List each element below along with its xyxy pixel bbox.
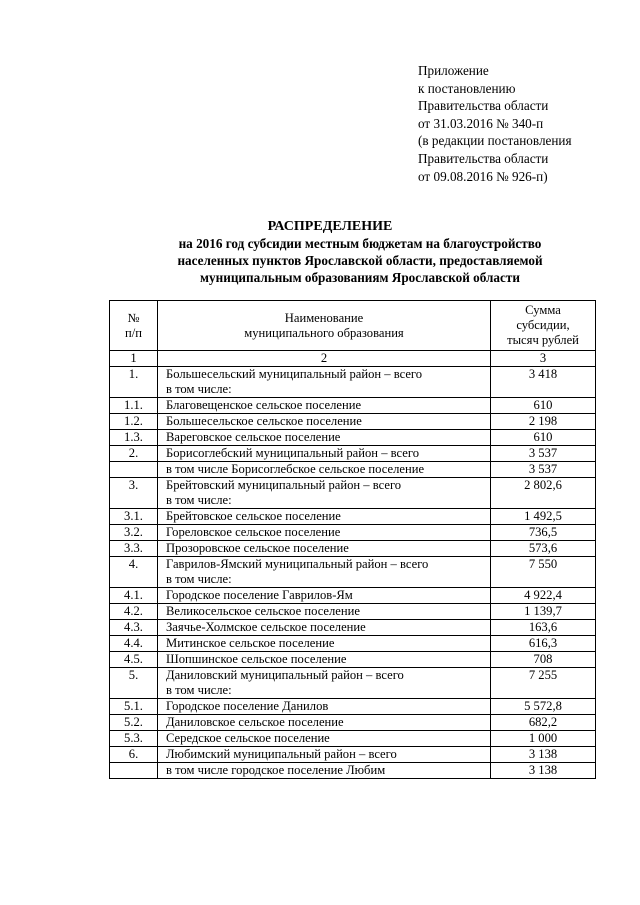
row-name-line: Середское сельское поселение [166, 731, 330, 745]
row-sum: 736,5 [491, 525, 596, 541]
row-name-line: Борисоглебский муниципальный район – всего [166, 446, 419, 460]
row-number: 5.3. [110, 731, 158, 747]
row-name [158, 731, 491, 747]
row-number: 2. [110, 446, 158, 462]
row-sum: 3 537 [491, 446, 596, 462]
table-row [110, 430, 596, 446]
row-number: 4.5. [110, 652, 158, 668]
table-row [110, 367, 596, 398]
subtitle-line: населенных пунктов Ярославской области, предоставляемой [177, 253, 543, 268]
table-row [110, 509, 596, 525]
row-name-line: Городское поселение Гаврилов-Ям [166, 588, 353, 602]
row-sum: 1 000 [491, 731, 596, 747]
row-sum: 1 492,5 [491, 509, 596, 525]
table-row [110, 541, 596, 557]
row-sum: 682,2 [491, 715, 596, 731]
row-sum: 4 922,4 [491, 588, 596, 604]
row-name [158, 478, 491, 509]
row-name [158, 525, 491, 541]
row-number: 3. [110, 478, 158, 509]
table-row [110, 652, 596, 668]
table-row [110, 668, 596, 699]
row-name [158, 588, 491, 604]
row-name-line: Большесельское сельское поселение [166, 414, 362, 428]
row-number: 1.1. [110, 398, 158, 414]
row-number: 6. [110, 747, 158, 763]
table-row [110, 398, 596, 414]
row-number [110, 763, 158, 779]
row-name-line: Даниловский муниципальный район – всего [166, 668, 404, 682]
table-row [110, 525, 596, 541]
row-sum: 3 138 [491, 763, 596, 779]
header-sum-line: Сумма [525, 303, 561, 317]
appendix-line: к постановлению [418, 80, 516, 96]
row-number: 4.2. [110, 604, 158, 620]
row-sum: 2 198 [491, 414, 596, 430]
row-sum: 3 418 [491, 367, 596, 398]
row-name [158, 699, 491, 715]
table-row [110, 446, 596, 462]
row-name-line: Митинское сельское поселение [166, 636, 335, 650]
row-name-line: Большесельский муниципальный район – всего [166, 367, 423, 381]
row-sum: 610 [491, 398, 596, 414]
table-row [110, 620, 596, 636]
row-name-line: Любимский муниципальный район – всего [166, 747, 397, 761]
header-name [158, 301, 491, 351]
row-number: 4.4. [110, 636, 158, 652]
row-name-line: Даниловское сельское поселение [166, 715, 344, 729]
row-name-line: в том числе: [166, 683, 232, 697]
table-row [110, 478, 596, 509]
row-name-line: Благовещенское сельское поселение [166, 398, 362, 412]
index-cell: 1 [110, 351, 158, 367]
row-number: 4.3. [110, 620, 158, 636]
row-sum: 616,3 [491, 636, 596, 652]
row-name [158, 541, 491, 557]
row-sum: 708 [491, 652, 596, 668]
row-name [158, 398, 491, 414]
row-name [158, 430, 491, 446]
row-number: 3.2. [110, 525, 158, 541]
row-name-line: Гаврилов-Ямский муниципальный район – всего [166, 557, 429, 571]
row-name [158, 652, 491, 668]
row-name [158, 715, 491, 731]
table-row [110, 763, 596, 779]
table-index-row [110, 351, 596, 367]
table-row [110, 731, 596, 747]
row-name-line: в том числе: [166, 382, 232, 396]
document-title: РАСПРЕДЕЛЕНИЕ [267, 219, 393, 234]
row-sum: 5 572,8 [491, 699, 596, 715]
table-row [110, 604, 596, 620]
row-name [158, 604, 491, 620]
subtitle-line: муниципальным образованиям Ярославской области [200, 270, 520, 285]
row-name-line: Городское поселение Данилов [166, 699, 329, 713]
row-sum: 573,6 [491, 541, 596, 557]
row-name-line: в том числе: [166, 493, 232, 507]
subsidy-table [109, 300, 596, 779]
row-number: 1.2. [110, 414, 158, 430]
row-number: 4. [110, 557, 158, 588]
appendix-line: Правительства области [418, 98, 549, 114]
row-name [158, 620, 491, 636]
row-number: 1. [110, 367, 158, 398]
row-number: 1.3. [110, 430, 158, 446]
row-name-line: Заячье-Холмское сельское поселение [166, 620, 366, 634]
table-row [110, 699, 596, 715]
row-sum: 2 802,6 [491, 478, 596, 509]
appendix-line: от 31.03.2016 № 340-п [418, 115, 544, 131]
subtitle-line: на 2016 год субсидии местным бюджетам на благоустройство [178, 236, 542, 251]
row-name-line: Вареговское сельское поселение [166, 430, 341, 444]
header-num [110, 301, 158, 351]
index-cell: 3 [491, 351, 596, 367]
row-name [158, 747, 491, 763]
row-name-line: Брейтовский муниципальный район – всего [166, 478, 402, 492]
header-name-line: Наименование [284, 310, 364, 325]
row-name [158, 557, 491, 588]
row-number: 4.1. [110, 588, 158, 604]
row-sum: 7 255 [491, 668, 596, 699]
row-sum: 1 139,7 [491, 604, 596, 620]
row-name [158, 668, 491, 699]
row-name-line: Брейтовское сельское поселение [166, 509, 341, 523]
row-name-line: Великосельское сельское поселение [166, 604, 360, 618]
table-row [110, 636, 596, 652]
row-sum: 610 [491, 430, 596, 446]
row-name-line: в том числе городское поселение Любим [166, 763, 386, 777]
row-number [110, 462, 158, 478]
row-number: 3.1. [110, 509, 158, 525]
row-sum: 7 550 [491, 557, 596, 588]
document-subtitle [120, 235, 600, 286]
table-body [110, 367, 596, 779]
table-header-row [110, 301, 596, 351]
row-name-line: Шопшинское сельское поселение [166, 652, 347, 666]
appendix-line: Правительства области [418, 150, 549, 166]
table-row [110, 715, 596, 731]
appendix-line: (в редакции постановления [418, 133, 572, 149]
header-sum-line: тысяч рублей [507, 333, 579, 347]
row-number: 3.3. [110, 541, 158, 557]
table-row [110, 588, 596, 604]
row-number: 5.1. [110, 699, 158, 715]
header-name-line: муниципального образования [244, 325, 404, 340]
row-name-line: в том числе: [166, 572, 232, 586]
row-name-line: в том числе Борисоглебское сельское поселение [166, 462, 425, 476]
row-number: 5.2. [110, 715, 158, 731]
index-cell: 2 [158, 351, 491, 367]
table-row [110, 747, 596, 763]
row-number: 5. [110, 668, 158, 699]
table-row [110, 462, 596, 478]
table-row [110, 414, 596, 430]
row-sum: 3 138 [491, 747, 596, 763]
row-name [158, 446, 491, 462]
row-sum: 163,6 [491, 620, 596, 636]
row-name-line: Прозоровское сельское поселение [166, 541, 349, 555]
row-name [158, 414, 491, 430]
row-name [158, 509, 491, 525]
row-name [158, 367, 491, 398]
row-name [158, 462, 491, 478]
row-name-line: Гореловское сельское поселение [166, 525, 341, 539]
header-num-line: № [127, 310, 140, 325]
appendix-line: от 09.08.2016 № 926-п) [418, 168, 548, 184]
header-sum [491, 301, 596, 351]
row-sum: 3 537 [491, 462, 596, 478]
row-name [158, 636, 491, 652]
header-sum-line: субсидии, [516, 318, 570, 332]
appendix-line: Приложение [418, 63, 489, 78]
appendix-block [418, 62, 572, 185]
row-name [158, 763, 491, 779]
table-row [110, 557, 596, 588]
header-num-line: п/п [125, 325, 142, 340]
